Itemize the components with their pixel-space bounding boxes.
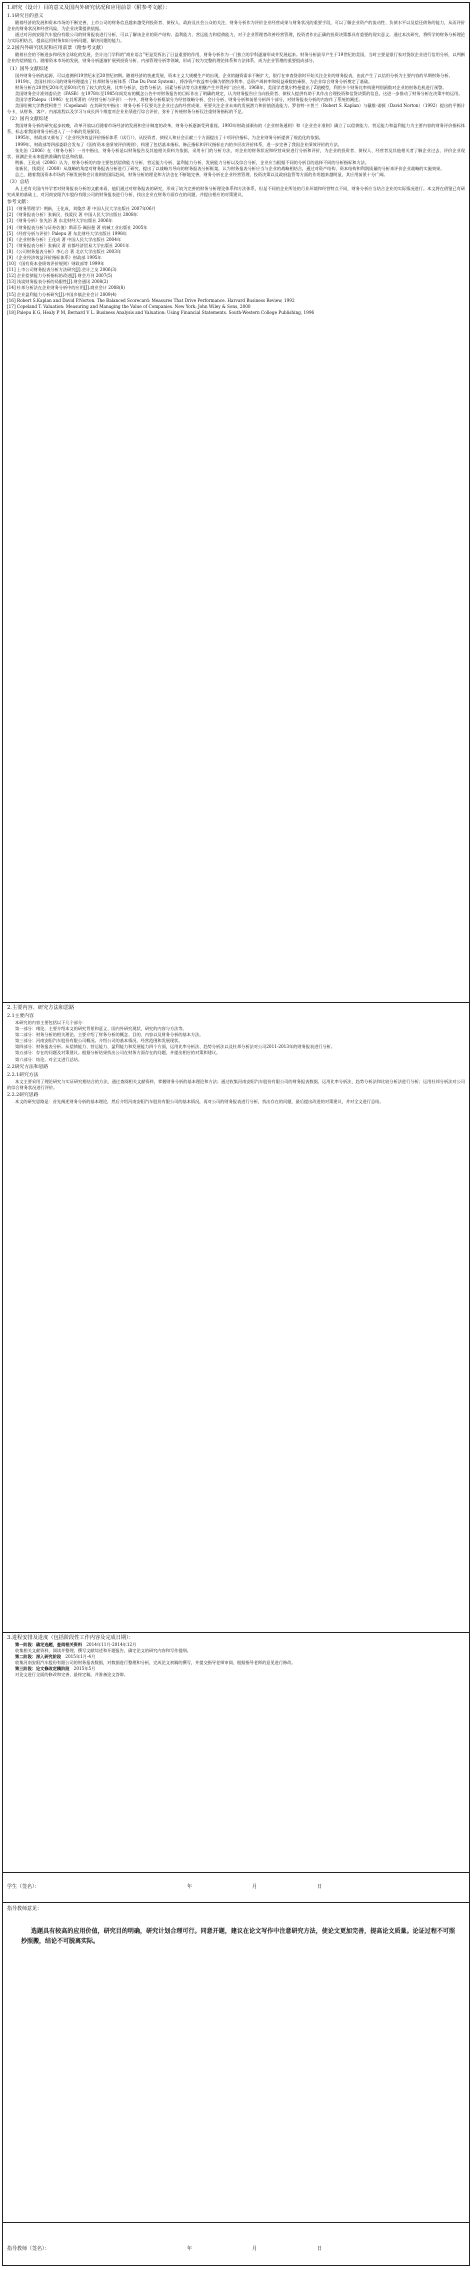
schedule-stage: 第二阶段：深入研究阶段 2015年1月-4月 [15, 1654, 96, 1660]
schedule-detail: 对论文进行全面的修改和完善，最终定稿，并准备论文答辩。 [15, 1672, 129, 1678]
paragraph: 美国哈佛大学教授柯普兰（Copeland）在其研究中指出：财务分析不仅要关注企业过去的经营成果，更要关注企业未来的发展潜力和价值创造能力。罗伯特·卡普兰（Robert S. Kaplan）与戴维·诺顿（David Norton）（1992）提出的平衡计分卡，从财务、客户、内部流程以及学习与成长四个维度对企业业绩进行综合评价，弥补了传统财务分析仅注重财务指标的不足。 [7, 103, 465, 115]
paragraph: 1995年，财政部又颁布了《企业经济效益评价指标体系（试行）》，从投资者、债权人和社会贡献三个方面提出了十项评价指标，为企业财务分析提供了规范化的依据。 [15, 135, 323, 141]
reference-item: [17] Copeland T. Valuation: Measuring and Managing the Value of Companies. New York: John Wiley & Sons, 2000 [7, 303, 251, 309]
subheading-domestic: （2）国内文献综述 [7, 117, 49, 123]
subheading-method-2: 2.2.2研究思路 [7, 1092, 39, 1098]
content-item: 第四部分：财务报表分析。从偿债能力、营运能力、盈利能力和发展能力四个方面，运用比率分析法、趋势分析法以及杜邦分析法对公司2011-2013年的财务报表进行分析。 [15, 1044, 336, 1050]
section-advisor-comment [3, 1903, 469, 2223]
proposal-form [2, 2, 470, 2266]
paragraph: 荆新、王化成（2006）认为，财务分析的内容主要包括偿债能力分析、营运能力分析、盈利能力分析、发展能力分析以及综合分析，企业应当根据不同的分析目的选择不同的分析指标和方法。 [15, 159, 370, 165]
subheading-meaning: 1.1研究目的意义 [7, 14, 44, 19]
reference-item: [2] 《财务报表分析》张新民，钱爱民 著 中国人民大学出版社 2008年 [7, 212, 138, 218]
section-title: 3.进程安排及进度（包括阶段性工作内容及完成日期）： [7, 1635, 134, 1641]
content-item: 第二部分：财务分析的相关理论。主要介绍了财务分析的概念、目的、内容以及财务分析的基本方法。 [15, 1032, 204, 1038]
reference-item: [11] 上市公司财务报表分析方法研究[J].会计之友 2006(3) [7, 267, 117, 273]
paragraph: 财务分析在20世纪20年代至60年代有了较大的发展，比率分析法、趋势分析法、因素分析法等方法相继产生并得到广泛应用。1968年，美国学者奥尔特曼提出了Z值模型，利用多个财务比率构建判别函数对企业的财务危机进行预警。 [15, 84, 447, 90]
schedule-stage: 第一阶段：确定选题，查阅相关资料 2014年11月-2014年12月 [15, 1642, 137, 1647]
subheading-summary: （3）总结 [7, 180, 30, 186]
reference-item: [7] 《财务报表分析》张新民 著 首都经济贸易大学出版社 2001年 [7, 242, 130, 248]
paragraph: 本研究的内容主要包括以下几个部分： [15, 1020, 87, 1025]
advisor-signature-row [3, 2223, 469, 2265]
paragraph: 随着经济的发展和资本市场的不断完善，上市公司的财务信息越来越受到投资者、债权人、政府及社会公众的关注，财务分析作为评价企业经营成果与财务状况的重要手段，可以了解企业资产的流动性、负债水平以及偿还债务的能力，从而评价企业的财务状况和经营风险，为企业决策提供依据。 [7, 20, 465, 32]
reference-item: [8] 《公司财务报表分析》李心合 著 北京大学出版社 2003年 [7, 248, 122, 254]
content-item: 第三部分：河南安阳汽车股份有限公司概况。介绍公司的基本情况、经营范围和发展现状。 [15, 1038, 183, 1044]
paragraph: 张先治（2006）在《财务分析》一书中指出，财务分析是以财务报告及其他相关资料为依据，采用专门的分析方法，对企业的财务状况和经营成果进行分析和评价，为企业的投资者、债权人、经营者及其他相关者了解企业过去、评价企业现状、预测企业未来提供准确的信息和依据。 [7, 147, 465, 159]
paragraph: 从上述有关国内外学者对财务报表分析的文献来看，他们通过对财务报表的研究，形成了较为完善的财务分析理论体系和方法体系，但是不同的企业所处的行业环境和经营特点不同，财务分析应当结合企业的实际情况进行。本文将在借鉴已有研究成果的基础上，对河南安阳汽车股份有限公司的财务报表进行分析，找出企业在财务方面存在的问题，并提出相应的对策建议。 [7, 186, 465, 198]
subheading-method-1: 2.2.1研究方法 [7, 1072, 39, 1078]
subheading-methods: 2.2研究方法和思路 [7, 1064, 49, 1070]
paragraph: 美国学者Palepu（1996）在其所著的《经营分析与评价》一书中，将财务分析框架分为经营战略分析、会计分析、财务分析和前景分析四个部分，对财务报表分析的内容作了系统的阐述。 [15, 96, 363, 102]
paragraph: 我国财务分析的研究起步较晚，改革开放以后随着市场经济的发展和会计制度的改革，财务分析逐渐受到重视。1993年财政部颁布的《企业财务通则》和《企业会计准则》确立了以偿债能力、营运能力和盈利能力为主要内容的财务评价指标体系，标志着我国财务分析进入了一个新的发展阶段。 [7, 123, 465, 135]
reference-item: [16] Robert S.Kaplan and David P.Norton. The Balanced Scorecard: Measures That Drive Performance. Harvard Business Review, 1992 [7, 297, 295, 303]
reference-item: [1] 《财务管理学》荆新，王化成，刘俊彦 著 中国人民大学出版社 2007年06月 [7, 206, 156, 212]
date-month: 月 [252, 2246, 258, 2252]
section-title: 2.主要内容、研究方法和思路 [7, 1005, 75, 1011]
reference-item: [3] 《财务分析》张先治 著 东北财经大学出版社 2006年 [7, 218, 113, 224]
paragraph: 本文主要采用了理论研究与实证研究相结合的方法，通过查阅相关文献资料，掌握财务分析的基本理论和方法；通过收集河南安阳汽车股份有限公司的财务报表数据，运用比率分析法、趋势分析法和比较分析法进行分析；运用杜邦分析法对公司的综合财务状况进行评价。 [7, 1078, 465, 1090]
advisor-signature-label: 指导教师（签名）： [7, 2246, 50, 2252]
paragraph: 美国财务会计准则委员会（FASB）在1978年至1985年间发布的概念公告中对财务报告的目标作出了明确的规定，认为财务报告应当向投资者、债权人提供有助于其作出合理投资和信贷决策的信息，这进一步推动了财务分析在决策中的运用。 [15, 90, 463, 96]
subheading-status: 2.2国内外研究状况和应用前景（附参考文献） [7, 46, 106, 52]
advisor-comment-text: 选题具有较高的应用价值，研究目的明确，研究计划合理可行。同意开题，建议在论文写作中注意研究方法，使论文更加完善，提高论文质量。论证过程不可照抄照搬，结论不可脱离实际。 [21, 1928, 455, 1945]
reference-item: [9] 《企业经济效益评价指标体系》财政部 1995年 [7, 255, 102, 260]
reference-item: [13] 浅谈财务报表分析的局限性[J].财会通讯 2008(2) [7, 279, 109, 285]
date-month: 月 [252, 1884, 258, 1890]
reference-item: [12] 企业偿债能力分析指标的改进[J].财会月刊 2007(5) [7, 273, 113, 279]
reference-item: [6] 《企业财务分析》王化成 著 中国人民大学出版社 2004年 [7, 236, 122, 242]
paragraph: 国外财务分析的起源，可以追溯到19世纪末至20世纪初期。随着经济的快速发展，资本主义大规模生产的出现，企业的融资需求不断扩大，银行在审查贷款时开始关注企业的财务报表，由此产生了以信用分析为主要内容的早期财务分析。 [15, 72, 453, 78]
date-year: 年 [187, 2246, 193, 2252]
section-title: 1.研究（设计）目的意义及国内外研究状况和应用前景（附参考文献）： [7, 5, 171, 11]
paragraph: 总之，随着我国资本市场的不断发展和会计准则的国际趋同，财务分析的理论和方法也在不断地完善，财务分析在企业经营管理、投资决策以及政府监管等方面的作用越来越明显，其应用前景十分广阔。 [15, 171, 388, 177]
paragraph: 1999年，财政部等四部委联合发布了《国有资本金绩效评价规则》，构建了包括基本指标、修正指标和评议指标在内的多层次评价体系，进一步完善了我国企业绩效评价的方法。 [15, 141, 342, 147]
content-item: 第五部分：存在的问题及对策建议。根据分析结果找出公司在财务方面存在的问题，并提出相应的对策和建议。 [15, 1050, 221, 1056]
reference-item: [14] 杜邦分析法在企业财务分析中的应用[J].商业会计 2008(8) [7, 285, 125, 291]
reference-item: [15] 企业盈利能力分析研究[J].中国乡镇企业会计 2009(4) [7, 291, 117, 297]
student-signature-label: 学生（签名）： [7, 1884, 40, 1890]
schedule-detail: 收集相关文献资料，阅读并整理，撰写文献综述和开题报告，确定论文的研究内容和写作提纲。 [15, 1648, 191, 1654]
reference-item: [10] 《国有资本金绩效评价规则》财政部等 1999年 [7, 261, 105, 267]
date-year: 年 [187, 1884, 193, 1890]
paragraph: 本文的研究思路是：首先阐述财务分析的基本理论，然后介绍河南安阳汽车股份有限公司的基本情况，再对公司的财务报表进行分析，找出存在的问题，最后提出改进的对策建议，并对全文进行总结。 [15, 1098, 384, 1104]
content-item: 第一部分：绪论。主要介绍本文的研究背景和意义、国内外研究现状、研究的内容与方法等。 [15, 1026, 187, 1032]
subheading-content: 2.1主要内容 [7, 1014, 34, 1019]
reference-item: [5] 《经营分析与评价》Palepu 著 东北财经大学出版社 1998年 [7, 230, 127, 236]
reference-list [7, 206, 465, 316]
paragraph: 1919年，美国杜邦公司的财务经理提出了杜邦财务分析体系（The Du Pont System），将净资产收益率分解为销售净利率、总资产周转率和权益乘数的乘积，为企业综合财务分析奠定了基础。 [15, 78, 373, 84]
references-title: 参考文献： [7, 200, 31, 206]
date-day: 日 [317, 2246, 323, 2252]
student-signature-row [3, 1873, 469, 1903]
reference-item: [4] 《财务报表分析与证券估值》斯蒂芬·佩因曼 著 机械工业出版社 2005年 [7, 224, 148, 230]
section-research-purpose [3, 3, 469, 1003]
section-title: 指导教师意见： [7, 1906, 43, 1912]
schedule-stage: 第三阶段：论文修改定稿阶段 2015年5月 [15, 1666, 96, 1672]
content-item: 第六部分：结论。对全文进行总结。 [15, 1056, 83, 1062]
paragraph: 随着社会的不断进步和经济全球化的发展，会计这门学科的"商业语言"更是发挥出了日益重要的作用，财务分析作为一门独立的学科逐渐形成并发展起来。财务分析最早产生于19世纪的美国，当时主要是银行家对贷款企业进行信用分析，以判断企业的偿债能力。随着资本市场的发展，财务分析逐渐扩展到投资分析、内部管理分析等领域，形成了较为完整的理论体系和方法体系，成为企业管理的重要组成部分。 [7, 52, 465, 64]
date-day: 日 [317, 1884, 323, 1890]
reference-item: [18] Palepu K G, Healy P M, Bernard V L. Business Analysis and Valuation: Using Financial Statements. South-Western College Publishing, 1996 [7, 309, 315, 315]
paragraph: 张新民、钱爱民（2008）从战略的角度对财务报表分析进行了研究，提出了以战略为导向的财务报表分析框架，认为财务报表分析应当与企业的战略相结合，通过对资产结构、资本结构和利润质量的分析来评价企业战略的实施效果。 [15, 165, 445, 171]
subheading-foreign: （1）国外文献综述 [7, 66, 49, 72]
section-schedule [3, 1633, 469, 1873]
section-content-methods [3, 1003, 469, 1633]
paragraph: 通过对河南安阳汽车股份有限公司的财务报表进行分析，可以了解该企业的资产结构、盈利能力、营运能力和偿债能力，对于企业管理者改善经营管理，投资者作出正确的投资决策都具有重要的现实意义。通过本次研究，将所学的财务分析理论与实际相结合，提高运用财务知识分析问题、解决问题的能力。 [7, 32, 465, 44]
schedule-detail: 收集河南安阳汽车股份有限公司的财务报表数据，对数据进行整理和分析，完成论文初稿的撰写，并提交指导老师审阅，根据指导老师的意见进行修改。 [15, 1660, 296, 1666]
